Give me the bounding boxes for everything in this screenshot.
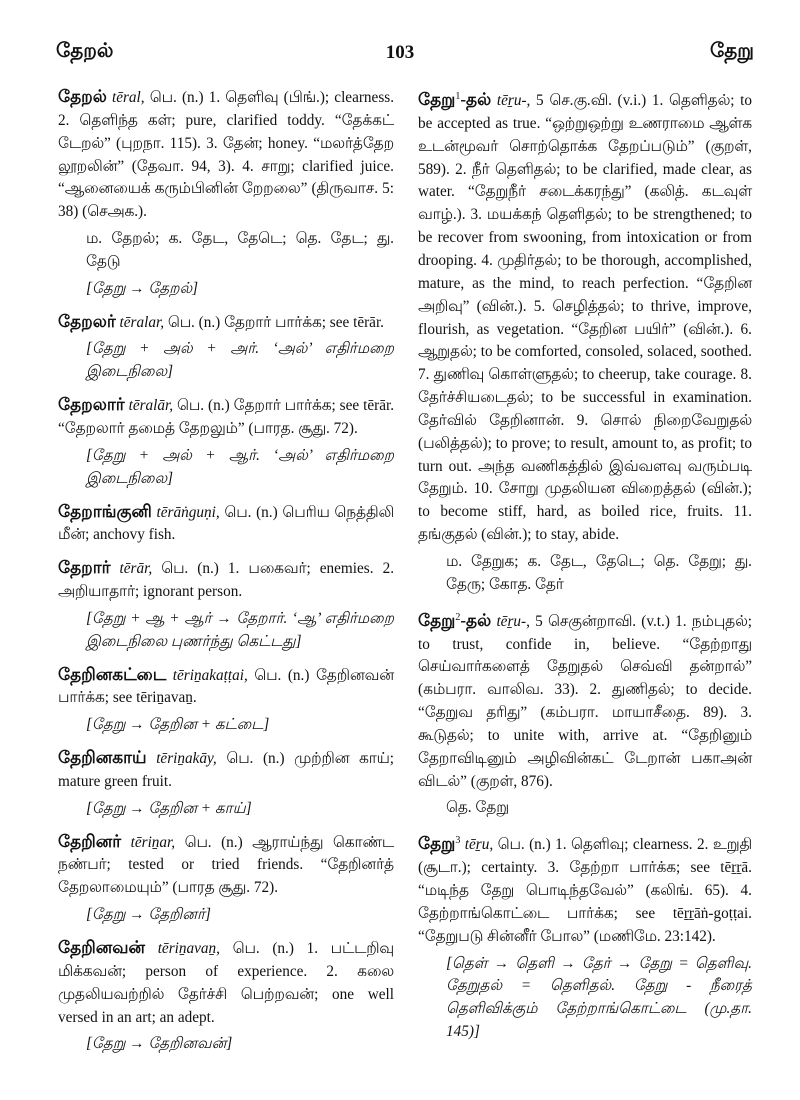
entry-definition-line xyxy=(58,937,394,1029)
cognates: ம. தேறல்; க. தேட, தேடெ; தெ. தேட; து. தேடு xyxy=(86,230,394,270)
dictionary-entry xyxy=(418,830,752,1044)
transliteration: tērāṅguṇi, xyxy=(156,503,220,521)
transliteration: tēriṉavaṉ, xyxy=(157,940,220,957)
dictionary-entry xyxy=(58,86,394,301)
transliteration: tēriṉakāy, xyxy=(156,750,217,768)
transliteration: tērār, xyxy=(119,560,153,578)
dictionary-entry xyxy=(58,937,394,1056)
etymology: [தேறு → தேறினர்] xyxy=(86,906,211,924)
entry-body: பெ. (n.) முற்றின காய்; mature green fruit. xyxy=(58,750,394,790)
entry-body: 5 செகுன்றாவி. (v.t.) 1. நம்புதல்; to trust, confide in, believe. “தேற்றாது செய்வார்களைத் தேறுதல் செவ்வி தன்றால்” (கம்பரா. வாலிவ. 33). 2. துணிதல்; to decide. “தேறுவ தரிது” (கம்பரா. மாயாசீதை. 89). 3. கூடுதல்; to unite with, arrive at. “தேறினும் தேறாவிடினும் அழிவின்கட் டேறான் பகாஅன் விடல்” (குறள், 876). xyxy=(418,612,753,790)
etymology: [தேறு + ஆ + ஆர் → தேறார். ‘ஆ’ எதிர்மறை இடைநிலை புணர்ந்து கெட்டது] xyxy=(86,609,394,650)
entry-headword: தேறினவன் xyxy=(58,938,146,957)
transliteration: tēṟu, xyxy=(464,836,494,854)
cognates: ம. தேறுக; க. தேட, தேடெ; தெ. தேறு; து. தேரு; கோத. தேர் xyxy=(446,552,752,593)
etymology: [தெள் → தெளி → தேர் → தேறு = தெளிவு. தேறுதல் = தெளிதல். தேறு - நீரைத் தெளிவிக்கும் தேற்றாங்கொட்டை (மு.தா. 145)] xyxy=(446,954,752,1041)
entry-body: 5 செ.கு.வி. (v.i.) 1. தெளிதல்; to be accepted as true. “ஒற்றுஒற்று உணராமை ஆள்க உடன்மூவர் சொற்தொக்க தேறப்படும்” (குறள், 589). 2. நீர் தெளிதல்; to be clarified, made clear, as water. “தேறுநீர் சடைக்கரந்து” (கலித். கடவுள் வாழ்.). 3. மயக்கந் தெளிதல்; to be strengthened; to be recover from swooning, from intoxication or from drooping. 4. முதிர்தல்; to be thorough, accomplished, mature, as the mind, to reach perfection. “தேறின அறிவு” (வின்.). 5. செழித்தல்; to thrive, improve, flourish, as vegetation. “தேறின பயிர்” (வின்.). 6. ஆறுதல்; to be comforted, consoled, solaced, soothed. 7. துணிவு கொள்ளுதல்; to cheerup, take courage. 8. தேர்ச்சியடைதல்; to be successful in examination. தேர்வில் தேறினான். 9. சொல் நிறைவேறுதல் (பலித்தல்); to prove; to result, amount to, as profit; to turn out. அந்த வணிகத்தில் இவ்வளவு வரும்படி தேறும். 10. சோறு முதலியன விறைத்தல் (வின்.); to become stiff, hard, as boiled rice, fruits. 11. தங்குதல் (வின்.); to stay, abide. xyxy=(418,92,752,544)
page-number: 103 xyxy=(385,42,415,63)
transliteration: tēṟu-, xyxy=(496,92,531,110)
entry-headword: தேறினர் xyxy=(58,831,122,851)
entry-definition-line xyxy=(58,664,394,711)
transliteration: tēralār, xyxy=(128,397,174,415)
dictionary-entry xyxy=(418,607,752,821)
cognates: தெ. தேறு xyxy=(446,799,509,817)
right-column xyxy=(418,86,752,1054)
etymology: [தேறு + அல் + அர். ‘அல்’ எதிர்மறை இடைநிலை] xyxy=(86,340,394,381)
dictionary-entry xyxy=(58,831,394,927)
entry-definition-line xyxy=(58,557,394,604)
entry-body: பெ. (n.) 1. தெளிவு (பிங்.); clearness. 2. தெளிந்த கள்; pure, clarified toddy. “தேக்கட் டேறல்” (புறநா. 115). 3. தேன்; honey. “மலர்த்தேற லூறலின்” (தேவா. 94, 3). 4. சாறு; clarified juice. “ஆனையைக் கரும்பினின் றேறலை” (திருவாச. 5: 38) (செஅக.). xyxy=(58,89,395,221)
left-column xyxy=(58,86,394,1066)
dictionary-entry xyxy=(58,747,394,821)
entry-definition-line xyxy=(418,830,752,948)
transliteration: tēral, xyxy=(111,89,145,106)
entry-headword: தேறாங்குனி xyxy=(58,501,152,521)
homonym-number: 3 xyxy=(455,835,461,847)
dictionary-entry xyxy=(58,394,394,490)
etymology: [தேறு → தேறினவன்] xyxy=(86,1035,233,1053)
transliteration: tēralar, xyxy=(119,313,165,331)
running-head-left: தேறல் xyxy=(56,40,114,62)
etymology: [தேறு → தேறின + காய்] xyxy=(86,799,252,817)
dictionary-entry xyxy=(418,86,752,597)
entry-headword: தேறலார் xyxy=(58,395,125,415)
headword-suffix: -தல் xyxy=(460,610,492,630)
running-head-right: தேறு xyxy=(710,40,754,62)
entry-definition-line xyxy=(58,311,394,335)
entry-definition-line xyxy=(58,394,394,441)
etymology: [தேறு → தேறல்] xyxy=(86,279,199,297)
dictionary-entry xyxy=(58,664,394,738)
entry-body: பெ. (n.) 1. தெளிவு; clearness. 2. உறுதி (சூடா.); certainty. 3. தேற்றா பார்க்க; see tēṟṟā. “மடிந்த தேறு பொடிந்தவேல்” (கலிங். 65). 4. தேற்றாங்கொட்டை பார்க்க; see tēṟṟāṅ-goṭṭai. “தேறுபடு சின்னீர் போல” (மணிமே. 23:142). xyxy=(418,836,752,945)
headword-suffix: -தல் xyxy=(460,90,492,110)
entry-body: பெ. (n.) பெரிய நெத்திலி மீன்; anchovy fish. xyxy=(58,503,394,544)
etymology: [தேறு → தேறின + கட்டை] xyxy=(86,716,270,734)
transliteration: tēṟu-, xyxy=(496,612,530,630)
entry-headword: தேறினகட்டை xyxy=(58,664,167,684)
entry-body: பெ. (n.) தேறினவன் பார்க்க; see tēriṉavaṉ. xyxy=(58,666,394,707)
homonym-number: 2 xyxy=(455,611,461,623)
entry-definition-line xyxy=(58,831,394,901)
entry-body: பெ. (n.) 1. பட்டறிவு மிக்கவன்; person of experience. 2. கலை முதலியவற்றில் தேர்ச்சி பெற்றவன்; one well versed in an art; an adept. xyxy=(58,940,395,1026)
homonym-number: 1 xyxy=(455,91,461,102)
entry-definition-line xyxy=(58,86,394,224)
entry-headword: தேறலர் xyxy=(58,311,116,331)
entry-headword: தேறார் xyxy=(58,558,111,578)
entry-definition-line xyxy=(58,747,394,794)
entry-body: பெ. (n.) ஆராய்ந்து கொண்ட நண்பர்; tested or tried friends. “தேறினர்த் தேறலாமையும்” (பாரத சூது. 72). xyxy=(58,833,395,897)
entry-body: பெ. (n.) 1. பகைவர்; enemies. 2. அறியாதார்; ignorant person. xyxy=(58,560,395,601)
entry-headword: தேறு xyxy=(418,834,456,854)
dictionary-entry xyxy=(58,311,394,385)
entry-definition-line xyxy=(58,501,394,548)
entry-body: பெ. (n.) தேறார் பார்க்க; see tērār. xyxy=(167,313,384,331)
transliteration: tēriṉar, xyxy=(130,833,176,851)
entry-headword: தேறல் xyxy=(58,87,107,106)
dictionary-entry xyxy=(58,501,394,548)
entry-body: பெ. (n.) தேறார் பார்க்க; see tērār. “தேறலார் தமைத் தேறலும்” (பாரத. சூது. 72). xyxy=(58,397,395,437)
dictionary-entry xyxy=(58,557,394,653)
entry-headword: தேறினகாய் xyxy=(58,748,147,768)
entry-headword: தேறு xyxy=(418,610,456,630)
entry-definition-line xyxy=(418,607,752,794)
etymology: [தேறு + அல் + ஆர். ‘அல்’ எதிர்மறை இடைநிலை] xyxy=(86,446,394,487)
transliteration: tēriṉakaṭṭai, xyxy=(172,666,248,684)
entry-headword: தேறு xyxy=(418,90,456,110)
entry-definition-line xyxy=(418,86,752,547)
